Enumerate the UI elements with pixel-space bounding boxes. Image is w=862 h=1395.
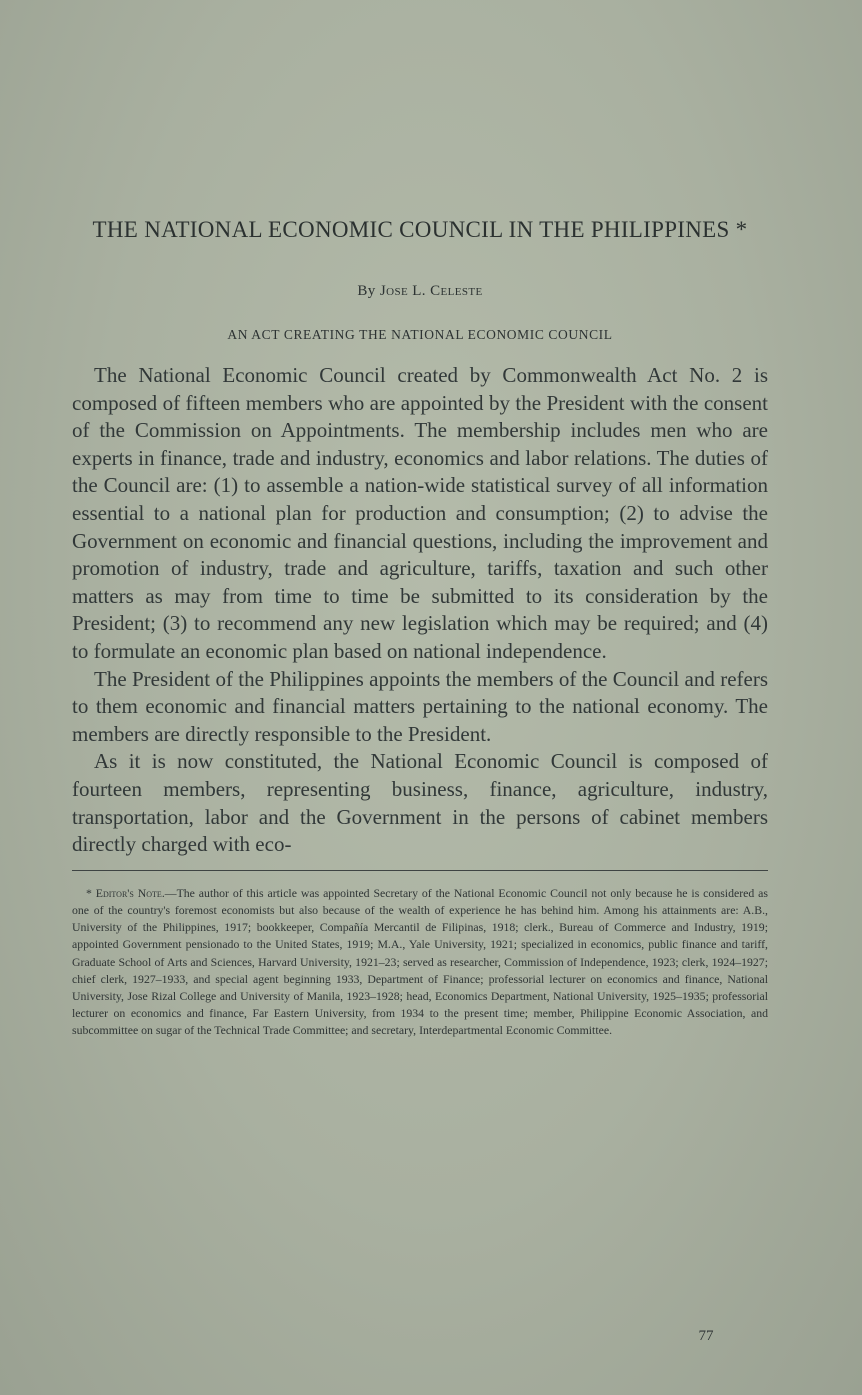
footnote: [72, 885, 768, 1040]
footnote-divider: [72, 870, 768, 871]
paragraph: The President of the Philippines appoints the members of the Council and refers to them economic and financial matters pertaining to the national economy. The members are directly responsible to the President.: [72, 666, 768, 746]
footnote-label: * Editor's Note.: [86, 885, 165, 900]
article-title: THE NATIONAL ECONOMIC COUNCIL IN THE PHILIPPINES *: [92, 217, 748, 242]
footnote-text: —The author of this article was appointed Secretary of the National Economic Council not only because he is considered as one of the country's foremost economists but also because of the wealth of experience he has behind him. Among his attainments are: A.B., University of the Philippines, 1917; bookkeeper, Compañía Mercantil de Filipinas, 1918; clerk., Bureau of Commerce and Industry, 1919; appointed Government pensionado to the United States, 1919; M.A., Yale University, 1921; specialized in economics, public finance and tariff, Graduate School of Arts and Sciences, Harvard University, 1921–23; served as researcher, Commission of Independence, 1923; clerk, 1924–1927; chief clerk, 1927–1933, and special agent beginning 1933, Department of Finance; professorial lecturer on economics and finance, National University, Jose Rizal College and University of Manila, 1923–1928; head, Economics Department, National University, 1925–1935; professorial lecturer on economics and finance, Far Eastern University, from 1934 to the present time; member, Philippine Economic Association, and subcommittee on sugar of the Technical Trade Committee; and secretary, Interdepartmental Economic Committee.: [72, 885, 768, 1038]
byline-prefix: By: [357, 283, 380, 299]
article-body: [72, 362, 768, 859]
paragraph: The National Economic Council created by Commonwealth Act No. 2 is composed of fifteen members who are appointed by the President with the consent of the Commission on Appointments. The membership includes men who are experts in finance, trade and industry, economics and labor relations. The duties of the Council are: (1) to assemble a nation-wide statistical survey of all information essential to a national plan for production and consumption; (2) to advise the Government on economic and financial questions, including the improvement and promotion of industry, trade and agriculture, tariffs, taxation and such other matters as may from time to time be submitted to its consideration by the President; (3) to recommend any new legislation which may be required; and (4) to formulate an economic plan based on national independence.: [72, 363, 768, 663]
byline: [72, 283, 768, 300]
author-name: Jose L. Celeste: [379, 283, 483, 299]
section-heading: AN ACT CREATING THE NATIONAL ECONOMIC COUNCIL: [227, 327, 613, 342]
page-content: [72, 214, 768, 1040]
paragraph: As it is now constituted, the National Economic Council is composed of fourteen members, representing business, finance, agriculture, industry, transportation, labor and the Government in the persons of cabinet members directly charged with eco-: [72, 749, 768, 857]
page-number: 77: [698, 1328, 714, 1344]
